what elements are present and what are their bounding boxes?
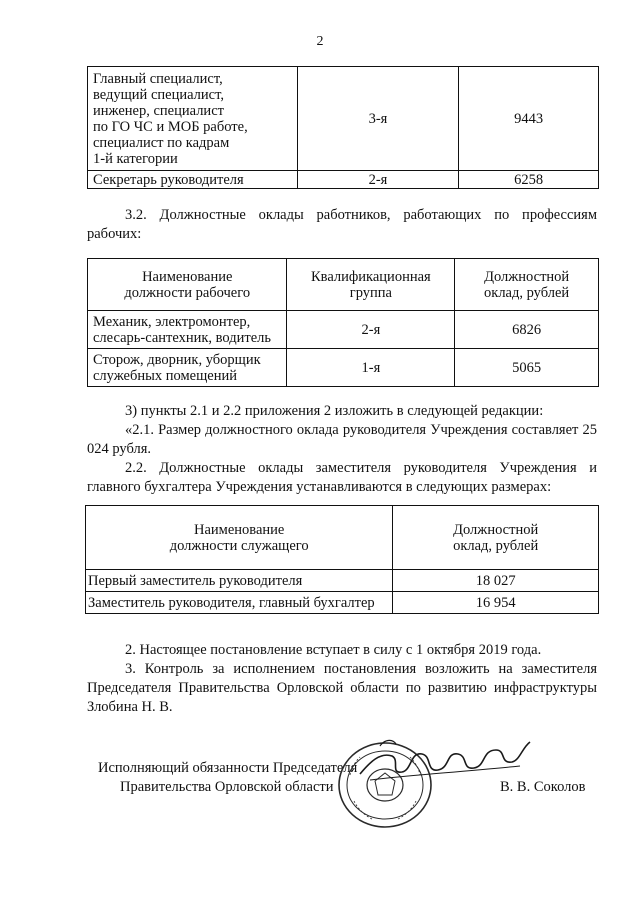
salary-cell: 18 027 [393, 570, 599, 592]
table-row [86, 592, 599, 614]
table-row [86, 570, 599, 592]
staff-salary-table-continued [87, 66, 599, 189]
position-name-cell: Главный специалист, ведущий специалист, инженер, специалист по ГО ЧС и МОБ работе, специалист по кадрам 1-й категории [88, 67, 298, 171]
position-name-cell: Заместитель руководителя, главный бухгалтер [86, 592, 393, 614]
workers-salary-table [87, 258, 599, 387]
signatory-title-line1: Исполняющий обязанности Председателя [98, 760, 358, 776]
salary-cell: 6258 [459, 171, 599, 189]
table-header-row [86, 506, 599, 570]
paragraph-3b: 3. Контроль за исполнением постановления возложить на заместителя Председателя Правительства Орловской области по развитию инфраструктуры Злобина Н. В. [87, 661, 597, 715]
qualification-group-cell: 1-я [287, 349, 455, 387]
position-name-cell: Первый заместитель руководителя [86, 570, 393, 592]
signatory-name: В. В. Соколов [500, 779, 586, 795]
signatory-title-line2: Правительства Орловской области [120, 779, 334, 795]
paragraph-2-2: 2.2. Должностные оклады заместителя руководителя Учреждения и главного бухгалтера Учреждения устанавливаются в следующих размерах: [87, 460, 597, 495]
table-row [88, 311, 599, 349]
table-header-row [88, 259, 599, 311]
position-name-cell: Механик, электромонтер, слесарь-сантехник, водитель [88, 311, 287, 349]
salary-cell: 9443 [459, 67, 599, 171]
paragraph-3-2: 3.2. Должностные оклады работников, работающих по профессиям рабочих: [87, 207, 597, 242]
handwritten-signature [340, 722, 540, 792]
column-header: Наименование должности рабочего [88, 259, 287, 311]
paragraph-3: 3) пункты 2.1 и 2.2 приложения 2 изложить в следующей редакции: [125, 403, 544, 419]
table-row [88, 171, 599, 189]
qualification-group-cell: 3-я [297, 67, 459, 171]
qualification-group-cell: 2-я [297, 171, 459, 189]
position-name-cell: Сторож, дворник, уборщик служебных помещений [88, 349, 287, 387]
salary-cell: 6826 [455, 311, 599, 349]
qualification-group-cell: 2-я [287, 311, 455, 349]
page-number: 2 [316, 34, 324, 49]
table-row [88, 349, 599, 387]
column-header: Квалификационная группа [287, 259, 455, 311]
deputy-salary-table [85, 505, 599, 614]
column-header: Должностной оклад, рублей [455, 259, 599, 311]
paragraph-2-1: «2.1. Размер должностного оклада руководителя Учреждения составляет 25 024 рубля. [87, 422, 597, 457]
salary-cell: 16 954 [393, 592, 599, 614]
paragraph-2: 2. Настоящее постановление вступает в силу с 1 октября 2019 года. [125, 642, 542, 658]
column-header: Должностной оклад, рублей [393, 506, 599, 570]
table-row [88, 67, 599, 171]
salary-cell: 5065 [455, 349, 599, 387]
position-name-cell: Секретарь руководителя [88, 171, 298, 189]
column-header: Наименование должности служащего [86, 506, 393, 570]
